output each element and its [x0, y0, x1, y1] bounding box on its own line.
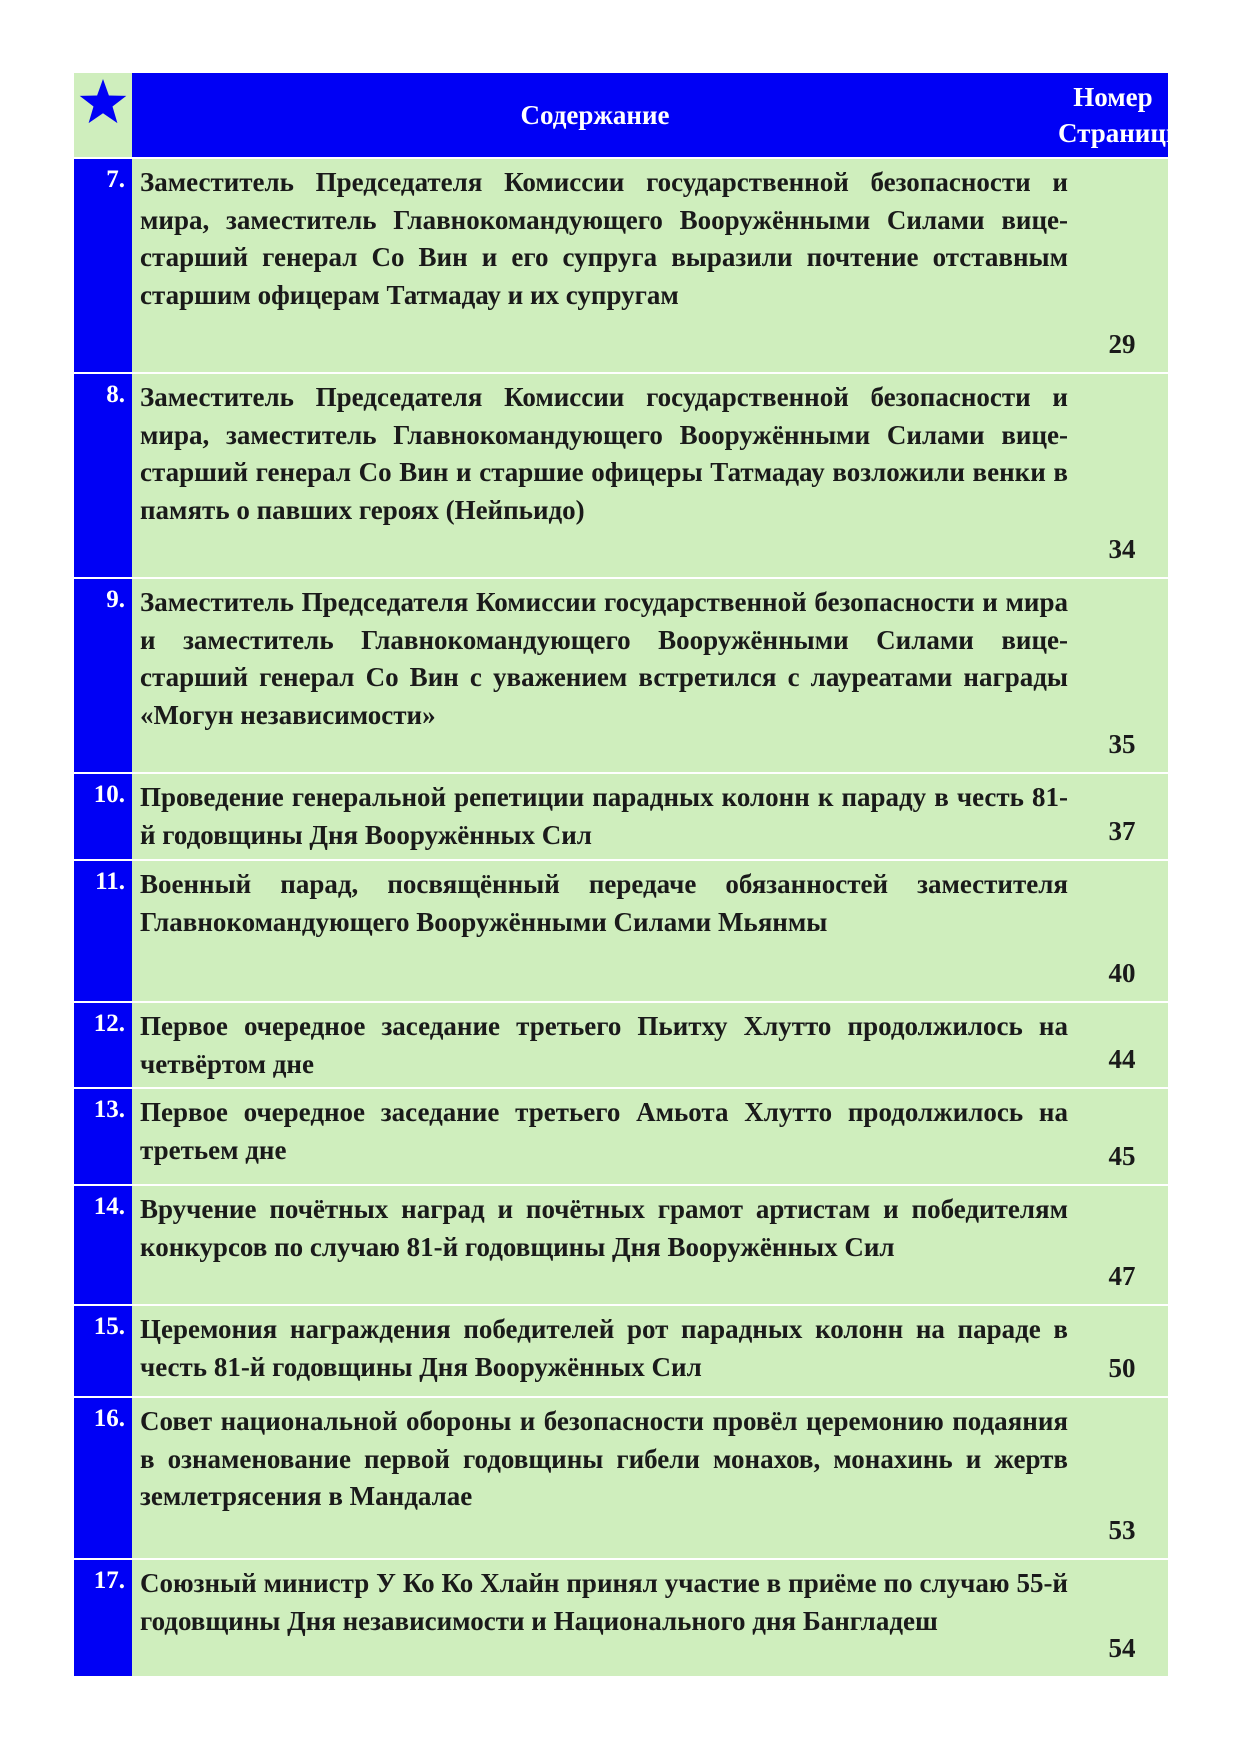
entry-page: 47 — [1108, 1261, 1136, 1291]
entry-title: Проведение генеральной репетиции парадных колонн к параду в честь 81-й годовщины Дня Вооружённых Сил — [140, 782, 1068, 850]
entry-title: Союзный министр У Ко Ко Хлайн принял участие в приёме по случаю 55-й годовщины Дня независимости и Национального дня Бангладеш — [140, 1568, 1068, 1636]
entry-title: Военный парад, посвящённый передаче обязанностей заместителя Главнокомандующего Вооружёнными Силами Мьянмы — [140, 869, 1068, 937]
entry-body — [132, 774, 1168, 859]
entry-body — [132, 1186, 1168, 1304]
star-cell — [74, 73, 132, 157]
toc-entry[interactable] — [74, 1558, 1168, 1676]
entry-title: Совет национальной обороны и безопасности провёл церемонию подаяния в ознаменование первой годовщины гибели монахов, монахинь и жертв землетрясения в Мандалае — [140, 1406, 1068, 1511]
entry-number: 13. — [74, 1089, 132, 1184]
entry-page: 40 — [1108, 958, 1136, 988]
entry-page: 50 — [1108, 1353, 1136, 1383]
page-heading-line1: Номер — [1073, 82, 1153, 112]
entry-number: 17. — [74, 1560, 132, 1676]
toc-entry[interactable] — [74, 1087, 1168, 1184]
entry-body — [132, 1560, 1168, 1676]
toc-entry[interactable] — [74, 1304, 1168, 1396]
toc-entry[interactable] — [74, 1396, 1168, 1558]
entry-title: Заместитель Председателя Комиссии государственной безопасности и мира и заместитель Главнокомандующего Вооружёнными Силами вице-старший генерал Со Вин с уважением встретился с лауреатами награды «Могун независимости» — [140, 587, 1068, 730]
entry-page: 44 — [1108, 1044, 1136, 1074]
entry-number: 14. — [74, 1186, 132, 1304]
entry-number: 15. — [74, 1306, 132, 1396]
entry-title: Заместитель Председателя Комиссии государственной безопасности и мира, заместитель Главнокомандующего Вооружёнными Силами вице-старший генерал Со Вин и его супруга выразили почтение отставным старшим офицерам Татмадау и их супругам — [140, 167, 1068, 310]
toc-header — [74, 73, 1188, 157]
entry-page: 35 — [1108, 729, 1136, 759]
toc-entry[interactable] — [74, 372, 1168, 577]
entry-title: Первое очередное заседание третьего Амьота Хлутто продолжилось на третьем дне — [140, 1097, 1068, 1165]
entry-page: 45 — [1108, 1141, 1136, 1171]
entry-title: Заместитель Председателя Комиссии государственной безопасности и мира, заместитель Главнокомандующего Вооружёнными Силами вице-старший генерал Со Вин и старшие офицеры Татмадау возложили венки в память о павших героях (Нейпьидо) — [140, 382, 1068, 525]
entry-page: 53 — [1108, 1515, 1136, 1545]
toc-entry[interactable] — [74, 1001, 1168, 1087]
page-number-heading — [1058, 73, 1188, 157]
table-of-contents — [74, 73, 1188, 1676]
entry-body — [132, 374, 1168, 577]
entry-page: 29 — [1108, 329, 1136, 359]
entry-body — [132, 1089, 1168, 1184]
entry-page: 54 — [1108, 1633, 1136, 1663]
entry-body — [132, 159, 1168, 372]
entry-body — [132, 1398, 1168, 1558]
entry-number: 11. — [74, 861, 132, 1001]
entry-body — [132, 1003, 1168, 1087]
star-icon — [78, 77, 128, 125]
entry-title: Вручение почётных наград и почётных грамот артистам и победителям конкурсов по случаю 81-й годовщины Дня Вооружённых Сил — [140, 1194, 1068, 1262]
entry-number: 12. — [74, 1003, 132, 1087]
toc-entry[interactable] — [74, 157, 1168, 372]
entry-body — [132, 579, 1168, 772]
entry-number: 7. — [74, 159, 132, 372]
toc-entry[interactable] — [74, 1184, 1168, 1304]
entry-body — [132, 1306, 1168, 1396]
entry-number: 10. — [74, 774, 132, 859]
entry-title: Церемония награждения победителей рот парадных колонн на параде в честь 81-й годовщины Дня Вооружённых Сил — [140, 1314, 1068, 1382]
toc-entry[interactable] — [74, 859, 1168, 1001]
entry-body — [132, 861, 1168, 1001]
entry-title: Первое очередное заседание третьего Пьитху Хлутто продолжилось на четвёртом дне — [140, 1011, 1068, 1079]
entry-number: 16. — [74, 1398, 132, 1558]
entry-page: 37 — [1108, 816, 1136, 846]
toc-entry[interactable] — [74, 772, 1168, 859]
contents-heading: Содержание — [132, 73, 1058, 157]
toc-entry[interactable] — [74, 577, 1168, 772]
entry-number: 8. — [74, 374, 132, 577]
entry-page: 34 — [1108, 534, 1136, 564]
page-heading-line2: Страницы — [1058, 118, 1188, 148]
entry-number: 9. — [74, 579, 132, 772]
